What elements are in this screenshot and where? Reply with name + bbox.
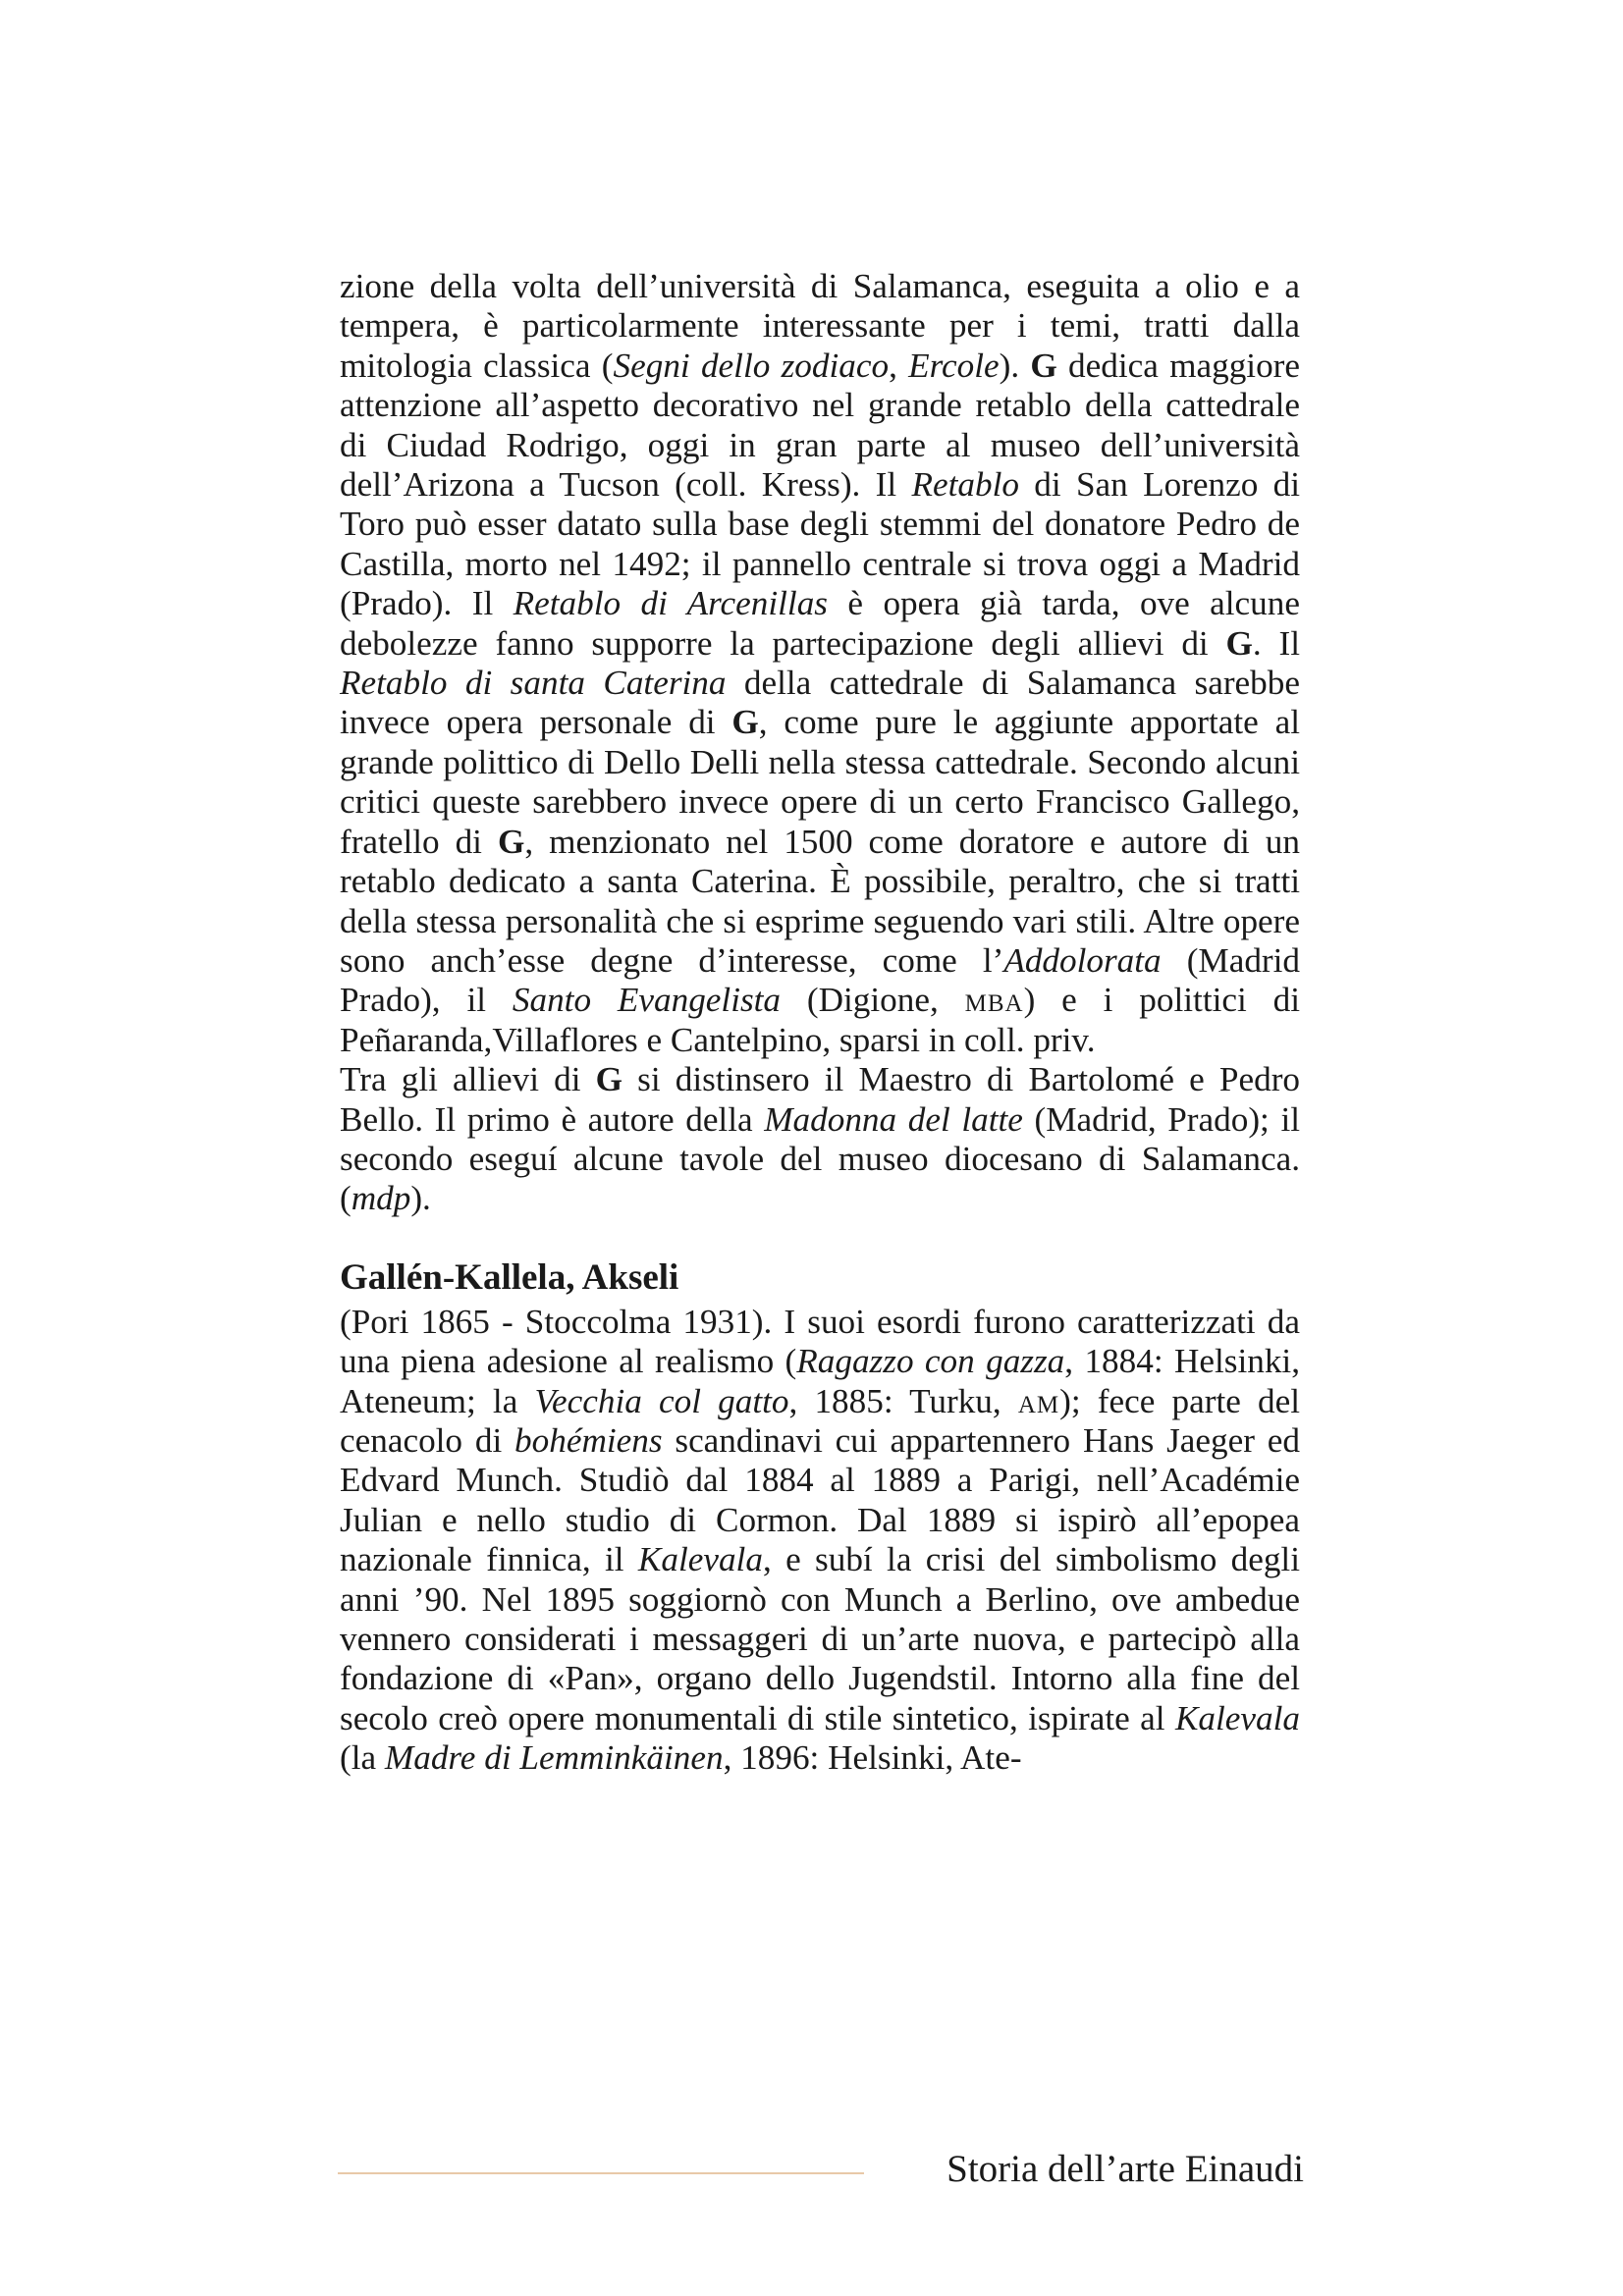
italic-text: Ragazzo con gazza [796,1342,1065,1381]
bold-text: G [731,703,759,742]
text-run: scandinavi cui appartennero Hans Jaeger ed Edvard Munch. Studiò dal 1884 al 1889 a Parigi, nell’Académie Julian e nello studio di Cormon. Dal 1889 si ispirò all’epopea nazionale finnica, il [340,1420,1300,1579]
text-run: dedica maggiore attenzione all’aspetto decorativo nel grande retablo della cattedrale di Ciudad Rodrigo, oggi in gran parte al museo dell’università dell’Arizona a Tucson (coll. Kress). Il [340,346,1301,505]
text-run: (la [340,1738,385,1778]
smallcaps-text: am [1017,1381,1060,1420]
text-run: zione della volta dell’università di Salamanca, eseguita a olio e a tempera, è particolarmente interessante per i temi, tratti dalla mitologia classica ( [340,267,1300,385]
bold-text: G [1030,346,1057,385]
text-run: ). [999,346,1031,385]
text-run: ); fece parte del cenacolo di [340,1381,1300,1460]
italic-text: Ercole [908,346,1000,385]
text-run: ) e i polittici di Peñaranda,Villaflores e Cantelpino, sparsi in coll. priv. [340,981,1300,1059]
paragraph-gallego-works [340,267,1300,1060]
italic-text: Retablo di santa Caterina [340,664,727,703]
text-run: Tra gli allievi di [340,1060,596,1099]
italic-text: bohémiens [514,1420,663,1460]
paragraph-gallego-pupils [340,1060,1300,1219]
italic-text: mdp [351,1179,411,1218]
text-run: ). [410,1179,431,1218]
smallcaps-text: mba [964,981,1024,1020]
text-run: è opera già tarda, ove alcune debolezze fanno supporre la partecipazione degli allievi di [340,584,1300,663]
text-run: , 1896: Helsinki, Ate- [723,1738,1022,1778]
italic-text: Retablo di Arcenillas [513,584,828,623]
bold-text: G [595,1060,623,1099]
italic-text: Madre di Lemminkäinen [384,1738,724,1778]
italic-text: Retablo [911,465,1019,505]
text-run: , 1885: Turku, [788,1381,1018,1420]
text-run: , menzionato nel 1500 come doratore e autore di un retablo dedicato a santa Caterina. È possibile, peraltro, che si tratti della stessa personalità che si esprime seguendo vari stili. Altre opere sono anch’esse degne d’interesse, come l’ [340,822,1300,980]
paragraph-gallen-kallela [340,1303,1300,1779]
entry-heading: Gallén-Kallela, Akseli [340,1256,679,1298]
text-column [340,267,1300,1779]
text-run: , come pure le aggiunte apportate al grande polittico di Dello Delli nella stessa cattedrale. Secondo alcuni critici queste sarebbero invece opere di un certo Francisco Gallego, fratello di [340,703,1300,861]
text-run: . Il [1252,623,1300,663]
italic-text: Vecchia col gatto [534,1381,789,1420]
text-run: della cattedrale di Salamanca sarebbe invece opera personale di [340,664,1300,742]
italic-text: Addolorata [1003,940,1162,980]
italic-text: Madonna del latte [764,1099,1023,1139]
footer-publisher: Storia dell’arte Einaudi [947,2148,1304,2190]
text-run: , [889,346,909,385]
italic-text: Kalevala [637,1540,763,1579]
text-run: (Pori 1865 - Stoccolma 1931). I suoi esordi furono caratterizzati da una piena adesione al realismo ( [340,1302,1300,1381]
text-run: (Madrid, Prado); il secondo eseguí alcune tavole del museo diocesano di Salamanca. ( [340,1099,1300,1218]
text-run: di San Lorenzo di Toro può esser datato sulla base degli stemmi del donatore Pedro de Castilla, morto nel 1492; il pannello centrale si trova oggi a Madrid (Prado). Il [340,465,1300,623]
text-run: , e subí la crisi del simbolismo degli anni ’90. Nel 1895 soggiornò con Munch a Berlino, ove ambedue vennero considerati i messaggeri di un’arte nuova, e partecipò alla fondazione di «Pan», organo dello Jugendstil. Intorno alla fine del secolo creò opere monumentali di stile sintetico, ispirate al [340,1540,1300,1737]
text-run: si distinsero il Maestro di Bartolomé e Pedro Bello. Il primo è autore della [340,1060,1301,1139]
text-run: (Madrid Prado), il [340,940,1300,1020]
italic-text: Santo Evangelista [512,981,782,1020]
footer-rule [338,2172,864,2174]
text-run: (Digione, [781,981,965,1020]
bold-text: G [497,822,525,861]
italic-text: Segni dello zodiaco [613,346,890,385]
text-run: , 1884: Helsinki, Ateneum; la [340,1342,1301,1420]
bold-text: G [1225,623,1253,663]
italic-text: Kalevala [1174,1698,1300,1737]
